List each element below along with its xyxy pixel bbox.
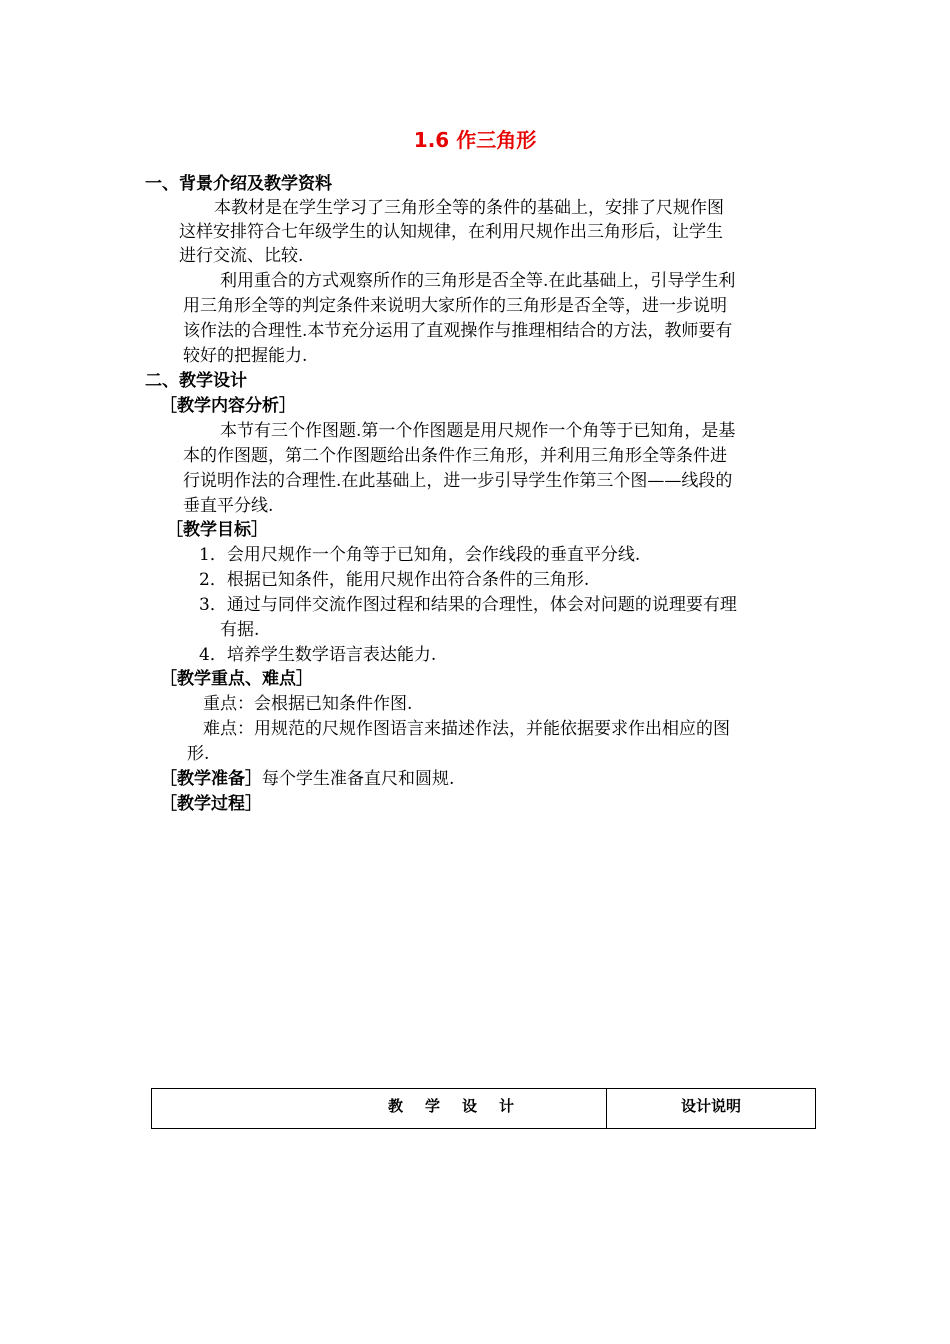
goal-item: 有据. [220,620,260,640]
goal-item: 3．通过与同伴交流作图过程和结果的合理性，体会对问题的说理要有理 [199,595,737,615]
paragraph-line: 较好的把握能力. [183,346,308,366]
paragraph-line: 本节有三个作图题.第一个作图题是用尺规作一个角等于已知角，是基 [220,421,736,441]
paragraph-line: 本的作图题，第二个作图题给出条件作三角形，并利用三角形全等条件进 [183,446,727,466]
paragraph-line: 垂直平分线. [183,496,274,516]
goal-item: 2．根据已知条件，能用尺规作出符合条件的三角形. [199,570,590,590]
preparation [160,767,454,791]
key-point: 重点：会根据已知条件作图. [203,694,413,714]
table-header-notes: 设计说明 [607,1089,816,1129]
paragraph-line: 行说明作法的合理性.在此基础上，进一步引导学生作第三个图——线段的 [183,471,733,491]
goal-item: 4．培养学生数学语言表达能力. [199,645,437,665]
key-points-heading: ［教学重点、难点］ [160,669,313,689]
paragraph-line: 这样安排符合七年级学生的认知规律，在利用尺规作出三角形后，让学生 [179,222,723,242]
difficulty-line: 难点：用规范的尺规作图语言来描述作法，并能依据要求作出相应的图 [203,719,730,739]
content-analysis-heading: ［教学内容分析］ [160,396,296,416]
paragraph-line: 利用重合的方式观察所作的三角形是否全等.在此基础上，引导学生利 [220,271,736,291]
preparation-heading: ［教学准备］ [160,769,262,789]
paragraph-line: 该作法的合理性.本节充分运用了直观操作与推理相结合的方法，教师要有 [183,321,733,341]
design-table [151,1088,816,1129]
process-heading: ［教学过程］ [160,794,262,814]
goals-heading: ［教学目标］ [166,520,268,540]
section1-heading: 一、背景介绍及教学资料 [145,174,332,194]
preparation-text: 每个学生准备直尺和圆规. [262,769,455,789]
paragraph-line: 本教材是在学生学习了三角形全等的条件的基础上，安排了尺规作图 [214,198,724,218]
section2-heading: 二、教学设计 [145,371,247,391]
difficulty-line: 形. [187,744,210,764]
table-header-design: 教学设计 [152,1089,607,1129]
paragraph-line: 用三角形全等的判定条件来说明大家所作的三角形是否全等，进一步说明 [183,296,727,316]
table-header-row [152,1089,816,1129]
page-title: 1.6 作三角形 [413,128,537,152]
paragraph-line: 进行交流、比较. [179,246,304,266]
goal-item: 1．会用尺规作一个角等于已知角，会作线段的垂直平分线. [199,545,641,565]
